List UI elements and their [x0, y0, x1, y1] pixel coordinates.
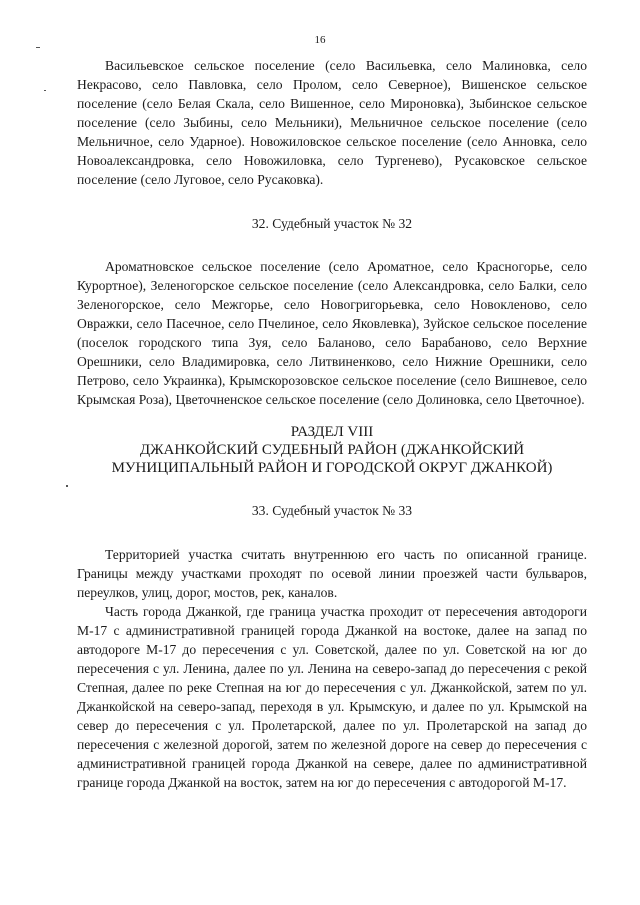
- heading-court-district-33: 33. Судебный участок № 33: [251, 503, 413, 518]
- scan-mark-middle: [66, 485, 68, 487]
- scan-mark-left: [44, 90, 46, 91]
- paragraph-settlements-31: Васильевское сельское поселение (село Васильевка, село Малиновка, село Некрасово, село Павловка, село Пролом, село Северное), Вишенское сельское поселение (село Белая Скала, село Вишенное, село Мироновка), Зыбинское сельское поселение (село Зыбины, село Мельники), Мельничное сельское поселение (село Мельничное, село Ударное). Новожиловское сельское поселение (село Анновка, село Новоалександровка, село Новожиловка, село Тургенево), Русаковское сельское поселение (село Луговое, село Русаковка).: [77, 58, 587, 187]
- section-title-line-1: ДЖАНКОЙСКИЙ СУДЕБНЫЙ РАЙОН (ДЖАНКОЙСКИЙ: [139, 442, 525, 458]
- paragraph-territory-rule: Территорией участка считать внутреннюю его часть по описанной границе. Границы между участками проходят по осевой линии проезжей части бульваров, переулков, улиц, дорог, мостов, рек, каналов.: [77, 547, 587, 600]
- section-label: РАЗДЕЛ VIII: [290, 424, 374, 440]
- paragraph-dzhankoy-boundary: Часть города Джанкой, где граница участка проходит от пересечения автодороги М-17 с административной границей города Джанкой на востоке, далее на запад по автодороге М-17 до пересечения с ул. Советской, далее по ул. Советской на юг до пересечения с ул. Ленина, далее по ул. Ленина на северо-запад до пересечения с рекой Степная, далее по реке Степная на юг до пересечения с ул. Джанкойской, затем по ул. Джанкойской на северо-запад, переходя в ул. Крымскую, и далее по ул. Крымской на север до пересечения с ул. Пролетарской, далее по ул. Пролетарской на запад до пересечения с железной дорогой, затем по железной дороге на север до пересечения с административной границей города Джанкой на севере, далее по административной границе города Джанкой на восток, затем на юг до пересечения с автодорогой М-17.: [77, 604, 587, 790]
- document-body: [77, 56, 587, 792]
- heading-court-district-32: 32. Судебный участок № 32: [251, 216, 413, 231]
- scan-mark-top: [36, 47, 40, 48]
- section-title-line-2: МУНИЦИПАЛЬНЫЙ РАЙОН И ГОРОДСКОЙ ОКРУГ ДЖАНКОЙ): [111, 460, 553, 476]
- paragraph-settlements-32: Ароматновское сельское поселение (село Ароматное, село Красногорье, село Курортное), Зеленогорское сельское поселение (село Александровка, село Балки, село Зеленогорское, село Межгорье, село Новогригорьевка, село Новокленово, село Овражки, село Пасечное, село Пчелиное, село Яковлевка), Зуйское сельское поселение (поселок городского типа Зуя, село Баланово, село Барабаново, село Верхние Орешники, село Владимировка, село Литвиненково, село Нижние Орешники, село Петрово, село Украинка), Крымскорозовское сельское поселение (село Вишневое, село Крымская Роза), Цветочненское сельское поселение (село Долиновка, село Цветочное).: [77, 259, 587, 407]
- page-number: 16: [314, 34, 326, 46]
